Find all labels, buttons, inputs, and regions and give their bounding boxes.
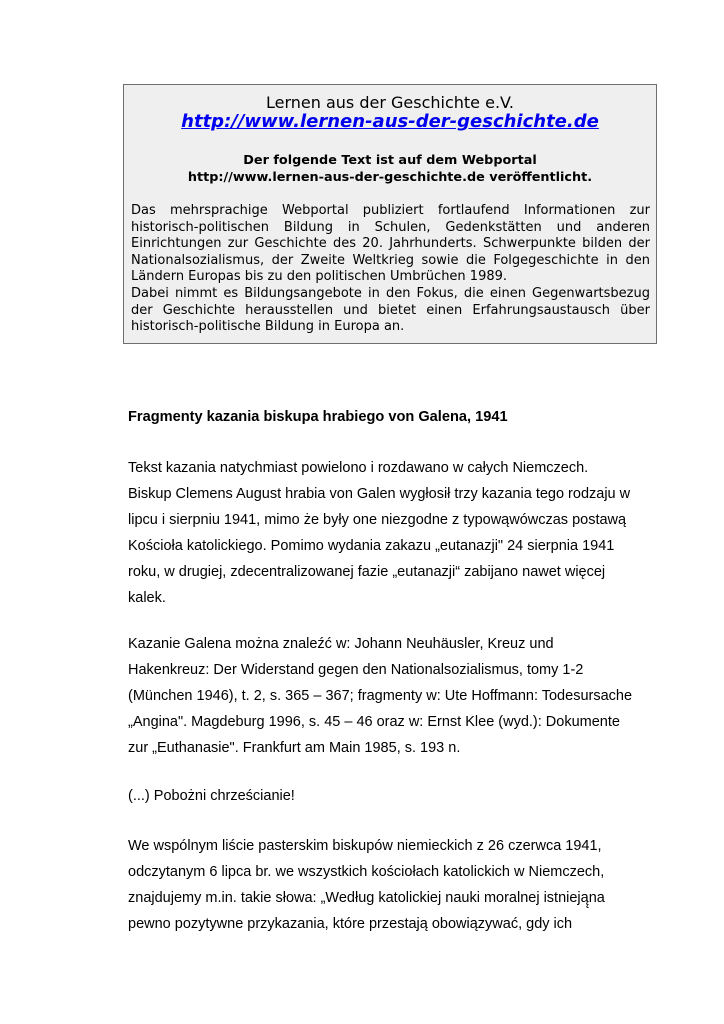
organization-name: Lernen aus der Geschichte e.V.: [265, 93, 514, 112]
organization-url-link[interactable]: http://www.lernen-aus-der-geschichte.de: [181, 111, 599, 132]
text-line: znajdujemy m.in. takie słowa: „Według katolickiej nauki moralnej istnieją̨na: [128, 890, 605, 906]
notice-line-2: http://www.lernen-aus-der-geschichte.de veröffentlicht.: [187, 170, 593, 185]
portal-description: [131, 203, 650, 336]
text-line: „Angina". Magdeburg 1996, s. 45 – 46 oraz w: Ernst Klee (wyd.): Dokumente: [128, 714, 620, 730]
paragraph-letter-quote: [128, 833, 668, 937]
paragraph-sources: [128, 631, 668, 761]
text-line: Kazanie Galena można znaleźć w: Johann Neuhäusler, Kreuz und: [128, 636, 554, 652]
text-line: odczytanym 6 lipca br. we wszystkich kościołach katolickich w Niemczech,: [128, 864, 605, 880]
paragraph-salutation: (...) Pobożni chrześcianie!: [128, 788, 295, 804]
text-line: (München 1946), t. 2, s. 365 – 367; fragmenty w: Ute Hoffmann: Todesursache: [128, 688, 633, 704]
notice-line-1: Der folgende Text ist auf dem Webportal: [243, 153, 537, 168]
text-line: lipcu i sierpniu 1941, mimo że były one niezgodne z typowąwówczas postawą: [128, 512, 627, 528]
description-paragraph-1: Das mehrsprachige Webportal publiziert fortlaufend Informationen zur historisch-politischen Bildung in Schulen, Gedenkstätten und anderen Einrichtungen zur Geschichte des 20. Jahrhunderts. Schwerpunkte bilden der Nationalsozialismus, der Zweite Weltkrieg sowie die Folgegeschichte in den Ländern Europas bis zu den politischen Umbrüchen 1989.: [131, 203, 650, 285]
text-line: zur „Euthanasie". Frankfurt am Main 1985, s. 193 n.: [128, 740, 461, 756]
publication-notice: [124, 152, 656, 186]
text-line: We wspólnym liście pasterskim biskupów niemieckich z 26 czerwca 1941,: [128, 838, 602, 854]
text-line: roku, w drugiej, zdecentralizowanej fazie „eutanazji“ zabijano nawet więcej: [128, 564, 606, 580]
text-line: Kościoła katolickiego. Pomimo wydania zakazu „eutanazji" 24 sierpnia 1941: [128, 538, 615, 554]
publisher-info-box: [123, 84, 657, 344]
text-line: Biskup Clemens August hrabia von Galen wygłosił trzy kazania tego rodzaju w: [128, 486, 631, 502]
text-line: pewno pozytywne przykazania, które przestają obowiązywać, gdy ich: [128, 916, 573, 932]
paragraph-intro: [128, 455, 668, 611]
text-line: Hakenkreuz: Der Widerstand gegen den Nationalsozialismus, tomy 1-2: [128, 662, 584, 678]
description-paragraph-2: Dabei nimmt es Bildungsangebote in den Fokus, die einen Gegenwartsbezug der Geschichte herausstellen und bietet einen Erfahrungsaustausch über historisch-politische Bildung in Europa an.: [131, 285, 650, 335]
document-title: Fragmenty kazania biskupa hrabiego von Galena, 1941: [128, 409, 508, 425]
text-line: kalek.: [128, 590, 166, 606]
text-line: Tekst kazania natychmiast powielono i rozdawano w całych Niemczech.: [128, 460, 589, 476]
